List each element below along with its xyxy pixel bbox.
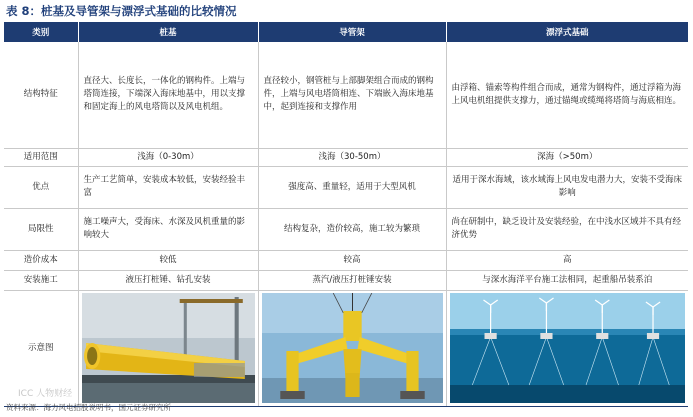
cell-floating-cost: 高	[446, 250, 688, 270]
floating-diagram	[450, 293, 686, 403]
cell-pile-scope: 浅海（0-30m）	[78, 148, 258, 166]
cell-pile-diagram	[78, 290, 258, 406]
table-row	[4, 270, 688, 290]
cell-pile-cost: 较低	[78, 250, 258, 270]
jacket-photo	[262, 293, 443, 403]
cell-floating-advantages: 适用于深水海域，该水域海上风电发电潜力大，安装不受海床影响	[446, 166, 688, 208]
cell-jacket-install: 蒸汽/液压打桩锤安装	[258, 270, 446, 290]
header-pile: 桩基	[78, 22, 258, 42]
source-note: 资料来源：海力风电招股说明书，国元证券研究所	[6, 403, 171, 412]
row-label-limits: 局限性	[4, 208, 78, 250]
table-row	[4, 148, 688, 166]
table-row	[4, 42, 688, 148]
cell-pile-install: 液压打桩锤、钻孔安装	[78, 270, 258, 290]
cell-floating-limits: 尚在研制中，缺乏设计及安装经验，在中浅水区域并不具有经济优势	[446, 208, 688, 250]
watermark: ICC 人物财经	[18, 389, 73, 399]
cell-floating-scope: 深海（>50m）	[446, 148, 688, 166]
header-category: 类别	[4, 22, 78, 42]
cell-floating-diagram	[446, 290, 688, 406]
cell-jacket-cost: 较高	[258, 250, 446, 270]
row-label-scope: 适用范围	[4, 148, 78, 166]
table-title: 表 8：桩基及导管架与漂浮式基础的比较情况	[6, 4, 237, 18]
row-label-advantages: 优点	[4, 166, 78, 208]
row-label-structure: 结构特征	[4, 42, 78, 148]
cell-pile-limits: 施工噪声大，受海床、水深及风机重量的影响较大	[78, 208, 258, 250]
table-row	[4, 290, 688, 406]
header-jacket: 导管架	[258, 22, 446, 42]
cell-floating-install: 与深水海洋平台施工法相同，起重船吊装系泊	[446, 270, 688, 290]
header-row	[4, 22, 688, 42]
row-label-install: 安装施工	[4, 270, 78, 290]
cell-pile-advantages: 生产工艺简单，安装成本较低，安装经验丰富	[78, 166, 258, 208]
cell-pile-structure: 直径大、长度长，一体化的钢构件。上端与塔筒连接，下端深入海床地基中，用以支撑和固定海上的风电塔筒以及风电机组。	[78, 42, 258, 148]
table-row	[4, 208, 688, 250]
cell-jacket-structure: 直径较小，钢管桩与上部脚架组合而成的钢构件，上端与风电塔筒相连、下端嵌入海床地基中，起到连接和支撑作用	[258, 42, 446, 148]
cell-floating-structure: 由浮箱、锚索等构件组合而成，通常为钢构件，通过浮箱为海上风电机组提供支撑力，通过锚绳或缆绳将塔筒与海底相连。	[446, 42, 688, 148]
comparison-table	[4, 22, 688, 407]
cell-jacket-diagram	[258, 290, 446, 406]
cell-jacket-scope: 浅海（30-50m）	[258, 148, 446, 166]
row-label-diagram: 示意图	[4, 290, 78, 406]
header-floating: 漂浮式基础	[446, 22, 688, 42]
pile-photo	[82, 293, 255, 403]
row-label-cost: 造价成本	[4, 250, 78, 270]
table-row	[4, 250, 688, 270]
cell-jacket-limits: 结构复杂，造价较高，施工较为繁琐	[258, 208, 446, 250]
table-row	[4, 166, 688, 208]
cell-jacket-advantages: 强度高、重量轻，适用于大型风机	[258, 166, 446, 208]
